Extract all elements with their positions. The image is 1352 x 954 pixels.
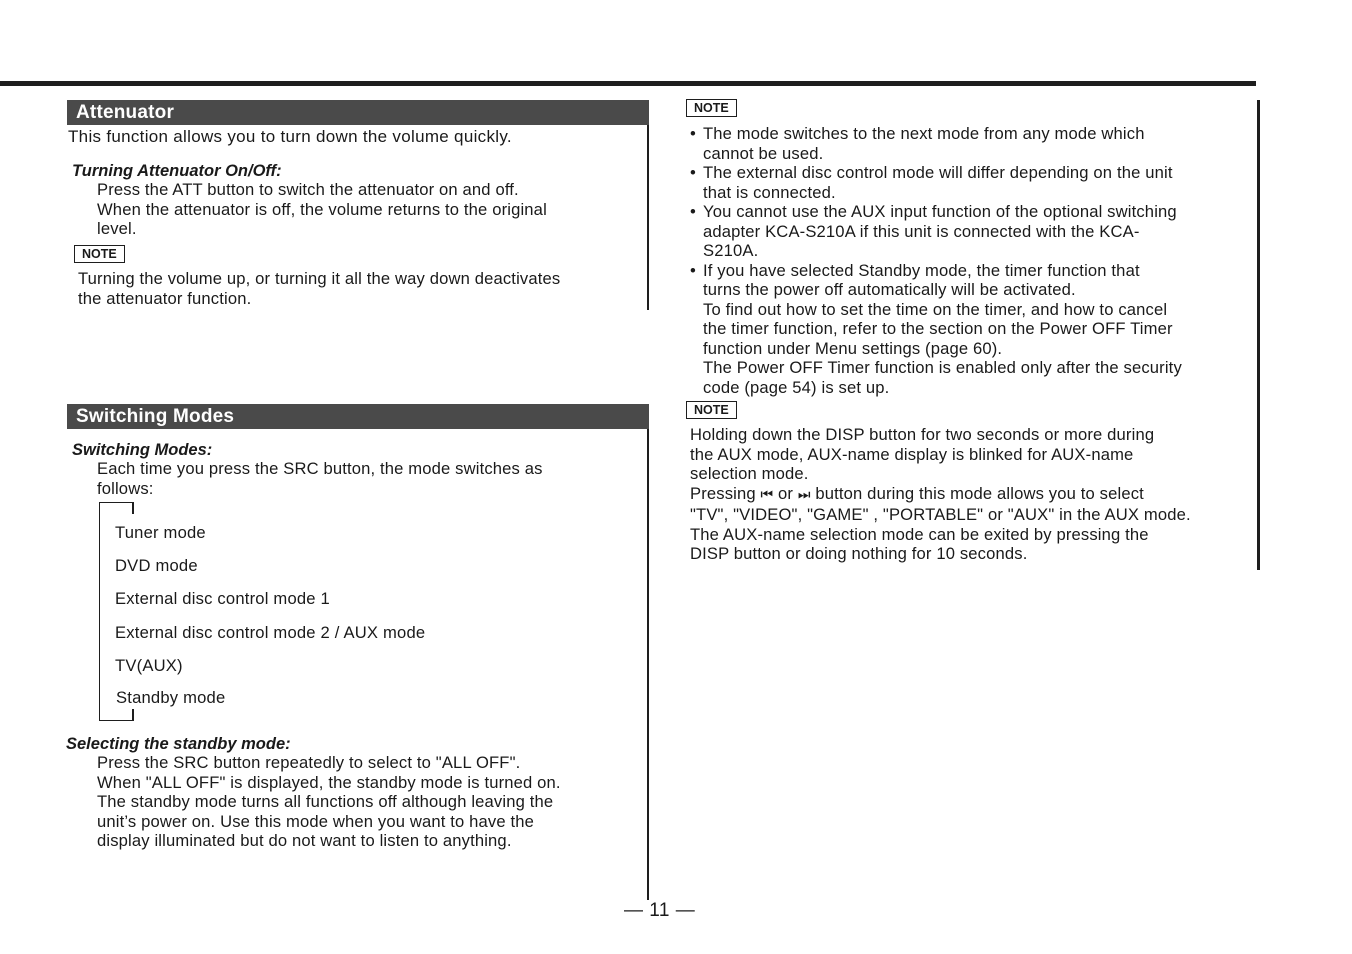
column-divider-upper: [647, 100, 649, 310]
standby-line: When "ALL OFF" is displayed, the standby mode is turned on.: [97, 772, 561, 792]
right-edge-rule: [1257, 100, 1260, 570]
aux-note-body: [690, 425, 1255, 564]
aux-note-line: DISP button or doing nothing for 10 seconds.: [690, 544, 1028, 563]
standby-subheading: Selecting the standby mode:: [66, 735, 291, 753]
aux-note-line: the AUX mode, AUX-name display is blinked for AUX-name: [690, 444, 1134, 464]
bullet-line: adapter KCA-S210A if this unit is connected with the KCA-: [703, 221, 1140, 241]
attenuator-line: Press the ATT button to switch the attenuator on and off.: [97, 180, 519, 199]
bullet-line: You cannot use the AUX input function of the optional switching: [703, 202, 1177, 221]
mode-item: Standby mode: [116, 688, 226, 707]
pressing-after-text: button during this mode allows you to select: [815, 483, 1144, 503]
switching-modes-subheading: Switching Modes:: [72, 441, 213, 459]
bullet-line: function under Menu settings (page 60).: [703, 338, 1003, 358]
note-bullet-item: [690, 202, 1250, 261]
note-bullet-list: [690, 124, 1250, 397]
right-note-label-1: NOTE: [686, 99, 737, 117]
bullet-line: The Power OFF Timer function is enabled only after the security: [703, 358, 1182, 377]
switching-line: follows:: [97, 478, 154, 498]
mode-cycle-bracket-tick-bottom: [132, 709, 134, 721]
bullet-line: cannot be used.: [703, 143, 824, 163]
bullet-line: The external disc control mode will differ depending on the unit: [703, 163, 1173, 182]
mode-item: TV(AUX): [115, 656, 183, 675]
skip-previous-icon: ⏮: [760, 486, 774, 503]
note-bullet-item: [690, 163, 1250, 202]
mode-item: External disc control mode 2 / AUX mode: [115, 623, 426, 642]
aux-note-line: The AUX-name selection mode can be exited by pressing the: [690, 524, 1149, 544]
bullet-dot: •: [690, 260, 696, 280]
standby-line: The standby mode turns all functions off although leaving the: [97, 792, 554, 811]
right-note-label-2: NOTE: [686, 401, 737, 419]
attenuator-line: When the attenuator is off, the volume returns to the original: [97, 199, 547, 219]
mode-cycle-bracket-tick-top: [132, 502, 134, 514]
attenuator-subheading: Turning Attenuator On/Off:: [72, 162, 282, 180]
standby-line: display illuminated but do not want to listen to anything.: [97, 831, 512, 850]
attenuator-note-label: NOTE: [74, 245, 125, 263]
page-number: — 11 —: [624, 900, 696, 921]
or-text: or: [778, 483, 794, 503]
switching-modes-heading: Switching Modes: [67, 404, 649, 429]
standby-line: unit’s power on. Use this mode when you want to have the: [97, 811, 535, 831]
bullet-line: If you have selected Standby mode, the timer function that: [703, 260, 1140, 280]
bullet-line: S210A.: [703, 241, 759, 260]
note-bullet-item: [690, 261, 1250, 398]
bullet-line: code (page 54) is set up.: [703, 377, 890, 397]
attenuator-intro: This function allows you to turn down the volume quickly.: [68, 127, 512, 146]
switching-modes-body: [97, 459, 543, 498]
attenuator-heading: Attenuator: [67, 100, 649, 125]
attenuator-body: [97, 180, 547, 239]
mode-item: External disc control mode 1: [115, 589, 330, 608]
bullet-line: The mode switches to the next mode from any mode which: [703, 124, 1145, 143]
bullet-dot: •: [690, 202, 696, 221]
bullet-line: turns the power off automatically will be activated.: [703, 280, 1076, 299]
standby-body: [97, 753, 561, 851]
aux-note-line: "TV", "VIDEO", "GAME" , "PORTABLE" or "AUX" in the AUX mode.: [690, 505, 1191, 524]
aux-pressing-line: [690, 484, 1255, 506]
bullet-line: that is connected.: [703, 182, 836, 202]
attenuator-note-body: [78, 269, 560, 308]
pressing-text: Pressing: [690, 483, 756, 503]
standby-line: Press the SRC button repeatedly to select to "ALL OFF".: [97, 753, 521, 772]
column-divider-lower: [647, 404, 649, 900]
aux-note-line: Holding down the DISP button for two seconds or more during: [690, 425, 1155, 444]
bullet-line: To find out how to set the time on the timer, and how to cancel: [703, 299, 1168, 319]
bullet-line: the timer function, refer to the section on the Power OFF Timer: [703, 319, 1173, 338]
attenuator-note-line: Turning the volume up, or turning it all the way down deactivates: [78, 269, 561, 288]
mode-item: Tuner mode: [115, 523, 206, 542]
attenuator-line: level.: [97, 219, 137, 238]
top-rule: [0, 81, 1256, 86]
bullet-dot: •: [690, 163, 696, 182]
attenuator-note-line: the attenuator function.: [78, 288, 252, 308]
bullet-dot: •: [690, 124, 696, 143]
switching-line: Each time you press the SRC button, the mode switches as: [97, 459, 543, 478]
aux-note-line: selection mode.: [690, 464, 809, 483]
skip-next-icon: ⏭: [797, 486, 811, 503]
mode-item: DVD mode: [115, 556, 198, 575]
note-bullet-item: [690, 124, 1250, 163]
